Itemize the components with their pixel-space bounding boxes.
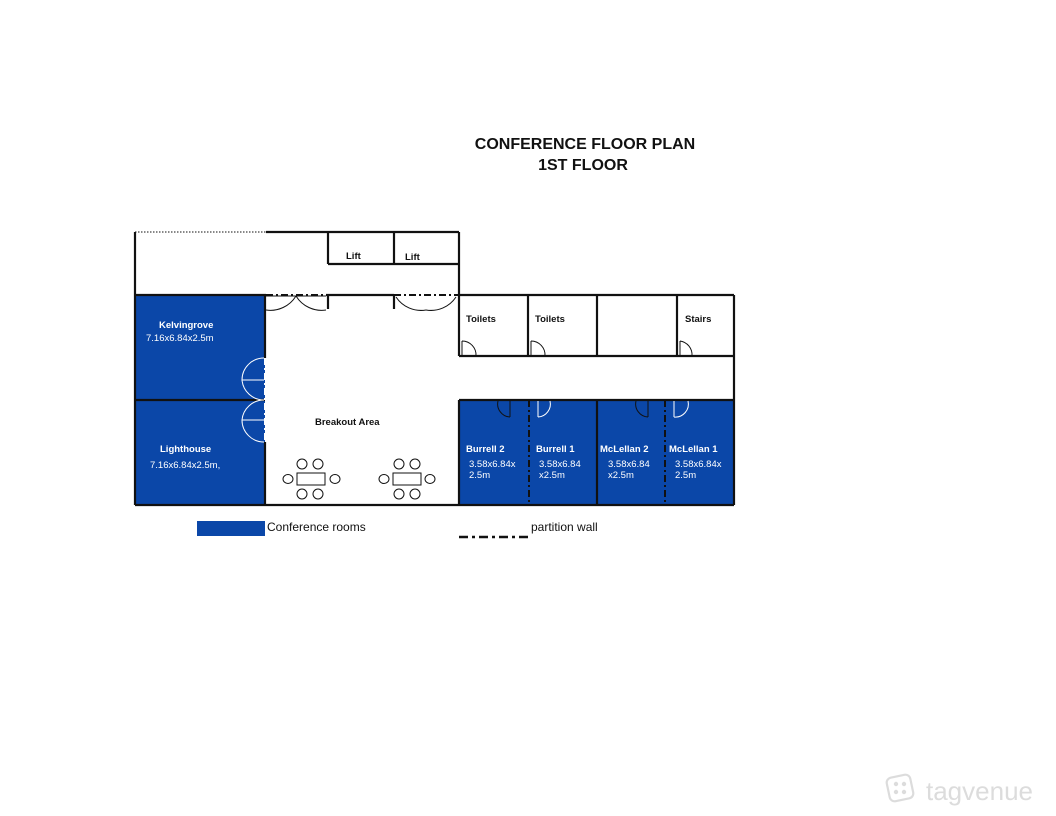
size-lighthouse: 7.16x6.84x2.5m, xyxy=(150,460,221,471)
size-burrell-2-line1: 3.58x6.84x xyxy=(469,459,516,470)
label-toilets-1: Toilets xyxy=(466,314,496,325)
label-kelvingrove: Kelvingrove xyxy=(159,320,214,331)
size-mclellan-1-line1: 3.58x6.84x xyxy=(675,459,722,470)
label-lighthouse: Lighthouse xyxy=(160,444,212,455)
label-burrell-1: Burrell 1 xyxy=(536,444,575,455)
label-stairs: Stairs xyxy=(685,314,712,325)
size-mclellan-1-line2: 2.5m xyxy=(675,470,697,481)
size-mclellan-2-line1: 3.58x6.84 xyxy=(608,459,650,470)
plan-subtitle: 1ST FLOOR xyxy=(538,157,628,174)
label-mclellan-2: McLellan 2 xyxy=(600,444,649,455)
label-breakout-area: Breakout Area xyxy=(315,417,380,428)
legend-partition-wall: partition wall xyxy=(531,520,598,534)
label-lift-2: Lift xyxy=(405,252,420,263)
legend xyxy=(197,520,598,537)
label-toilets-2: Toilets xyxy=(535,314,565,325)
size-burrell-1-line2: x2.5m xyxy=(539,470,565,481)
watermark-brand: tagvenue xyxy=(926,776,1033,806)
size-burrell-2-line2: 2.5m xyxy=(469,470,491,481)
label-lift-1: Lift xyxy=(346,251,361,262)
breakout-table-right xyxy=(379,459,435,499)
label-mclellan-1: McLellan 1 xyxy=(669,444,718,455)
room-kelvingrove[interactable] xyxy=(135,295,265,400)
label-burrell-2: Burrell 2 xyxy=(466,444,505,455)
size-mclellan-2-line2: x2.5m xyxy=(608,470,634,481)
tagvenue-logo-icon xyxy=(886,774,914,802)
legend-conference-rooms: Conference rooms xyxy=(267,520,366,534)
breakout-table-left xyxy=(283,459,340,499)
plan-title: CONFERENCE FLOOR PLAN xyxy=(474,136,696,153)
size-burrell-1-line1: 3.58x6.84 xyxy=(539,459,581,470)
watermark xyxy=(886,774,1033,806)
legend-conference-swatch xyxy=(197,521,265,536)
size-kelvingrove: 7.16x6.84x2.5m xyxy=(146,333,214,344)
